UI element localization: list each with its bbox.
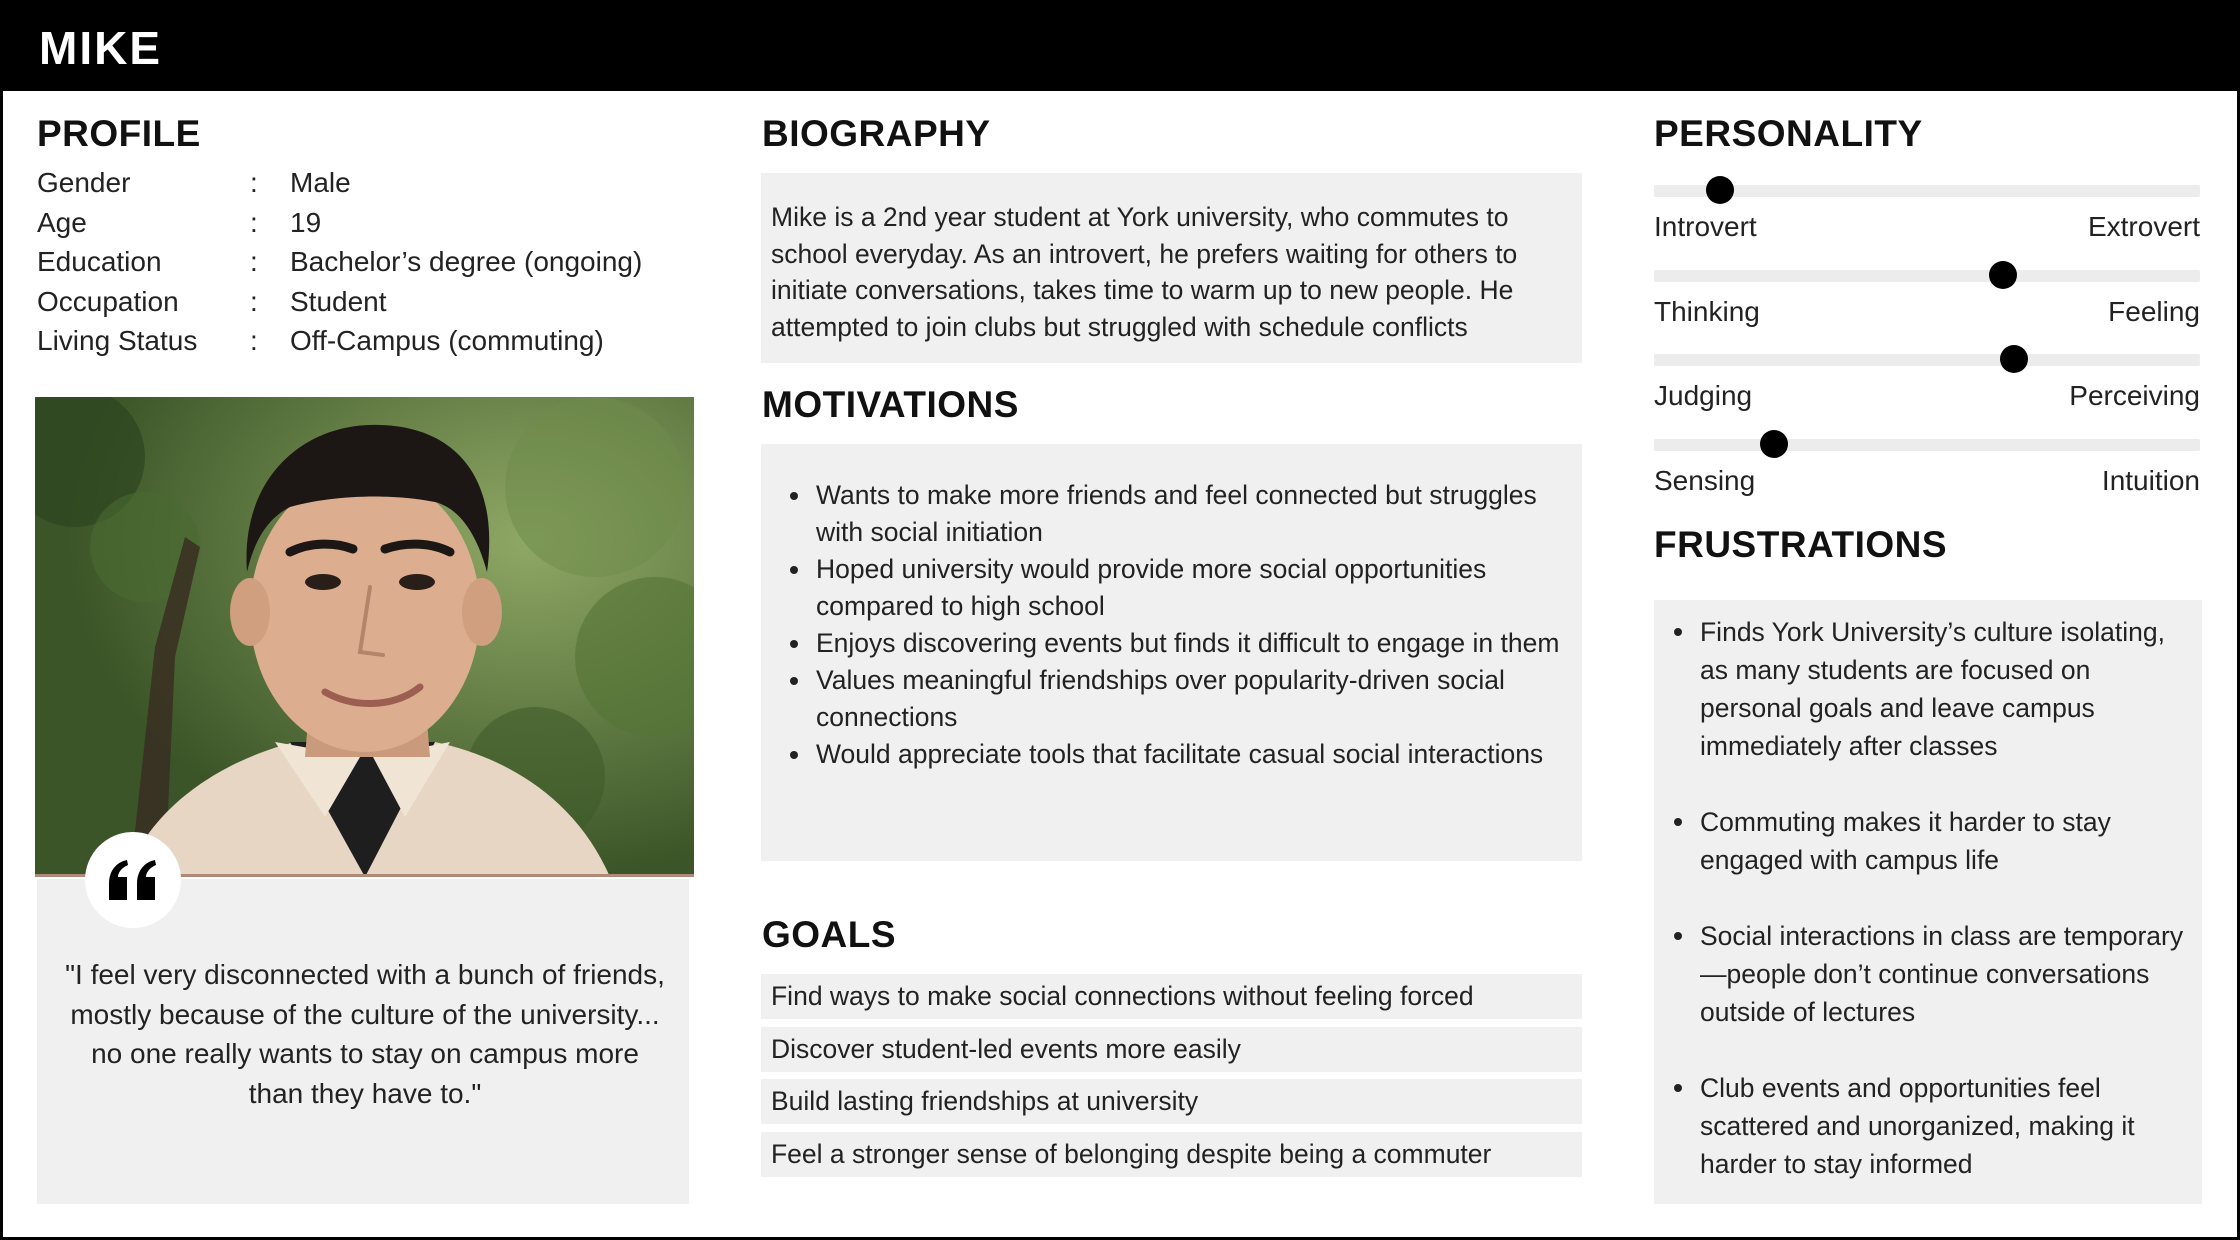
profile-separator: : bbox=[250, 246, 258, 277]
quote-icon bbox=[85, 832, 181, 928]
frustrations-list bbox=[1674, 613, 2198, 1183]
motivations-title: MOTIVATIONS bbox=[762, 384, 1019, 425]
profile-label: Age bbox=[37, 206, 87, 238]
trait-right-label: Feeling bbox=[2108, 296, 2200, 327]
profile-value: 19 bbox=[290, 206, 322, 238]
goal-item: Find ways to make social connections without feeling forced bbox=[761, 974, 1582, 1019]
goals-title: GOALS bbox=[762, 914, 897, 955]
list-item: Wants to make more friends and feel connected but struggles with social initiation bbox=[790, 477, 1560, 551]
biography-title: BIOGRAPHY bbox=[762, 113, 991, 154]
list-item: Would appreciate tools that facilitate casual social interactions bbox=[790, 736, 1560, 773]
trait-track bbox=[1654, 185, 2200, 197]
trait-left-label: Judging bbox=[1654, 380, 1753, 411]
profile-row-age bbox=[37, 207, 697, 247]
trait-marker bbox=[1706, 176, 1734, 204]
portrait-photo bbox=[35, 397, 694, 877]
profile-row-education bbox=[37, 246, 697, 286]
trait-track bbox=[1654, 439, 2200, 451]
goal-item: Build lasting friendships at university bbox=[761, 1079, 1582, 1124]
profile-label: Education bbox=[37, 246, 162, 277]
trait-right-label: Intuition bbox=[2101, 465, 2200, 496]
persona-quote: "I feel very disconnected with a bunch of friends, mostly because of the culture of the university... no one really wants to stay on campus more than they have to." bbox=[65, 959, 665, 1109]
goal-item: Feel a stronger sense of belonging despite being a commuter bbox=[761, 1132, 1582, 1177]
profile-row-occupation bbox=[37, 286, 697, 326]
profile-separator: : bbox=[250, 206, 258, 238]
trait-right-label: Extrovert bbox=[2087, 211, 2200, 242]
list-item: Finds York University’s culture isolating, as many students are focused on personal goals and leave campus immediately after classes bbox=[1674, 613, 2198, 765]
frustrations-title: FRUSTRATIONS bbox=[1654, 524, 1948, 565]
trait-marker bbox=[1760, 430, 1788, 458]
list-item: Club events and opportunities feel scattered and unorganized, making it harder to stay informed bbox=[1674, 1069, 2198, 1183]
profile-list bbox=[37, 167, 697, 365]
profile-row-living-status bbox=[37, 325, 697, 365]
profile-value: Male bbox=[290, 167, 351, 198]
list-item: Hoped university would provide more social opportunities compared to high school bbox=[790, 551, 1560, 625]
trait-track bbox=[1654, 270, 2200, 282]
profile-label: Occupation bbox=[37, 285, 179, 317]
personality-title: PERSONALITY bbox=[1654, 113, 1923, 154]
profile-separator: : bbox=[250, 285, 258, 317]
biography-text: Mike is a 2nd year student at York university, who commutes to school everyday. As an introvert, he prefers waiting for others to initiate conversations, takes time to warm up to new people. He attempted to join clubs but struggled with schedule conflicts bbox=[771, 202, 1518, 342]
profile-row-gender bbox=[37, 167, 697, 207]
motivations-list bbox=[790, 477, 1560, 773]
trait-right-label: Perceiving bbox=[2069, 380, 2200, 411]
trait-left-label: Sensing bbox=[1654, 465, 1756, 496]
trait-left-label: Thinking bbox=[1654, 296, 1760, 327]
list-item: Values meaningful friendships over popularity-driven social connections bbox=[790, 662, 1560, 736]
profile-label: Gender bbox=[37, 167, 131, 198]
profile-separator: : bbox=[250, 325, 258, 356]
profile-value: Off-Campus (commuting) bbox=[290, 325, 604, 356]
header-bar bbox=[3, 3, 2237, 91]
profile-title: PROFILE bbox=[37, 113, 201, 154]
profile-label: Living Status bbox=[37, 325, 198, 356]
list-item: Social interactions in class are temporary—people don’t continue conversations outside of lectures bbox=[1674, 917, 2198, 1031]
profile-value: Student bbox=[290, 285, 387, 317]
list-item: Commuting makes it harder to stay engaged with campus life bbox=[1674, 803, 2198, 879]
trait-left-label: Introvert bbox=[1654, 211, 1757, 242]
persona-name: MIKE bbox=[39, 22, 162, 74]
goal-item: Discover student-led events more easily bbox=[761, 1027, 1582, 1072]
trait-track bbox=[1654, 354, 2200, 366]
list-item: Enjoys discovering events but finds it difficult to engage in them bbox=[790, 625, 1560, 662]
profile-separator: : bbox=[250, 167, 258, 198]
profile-value: Bachelor’s degree (ongoing) bbox=[290, 246, 643, 277]
